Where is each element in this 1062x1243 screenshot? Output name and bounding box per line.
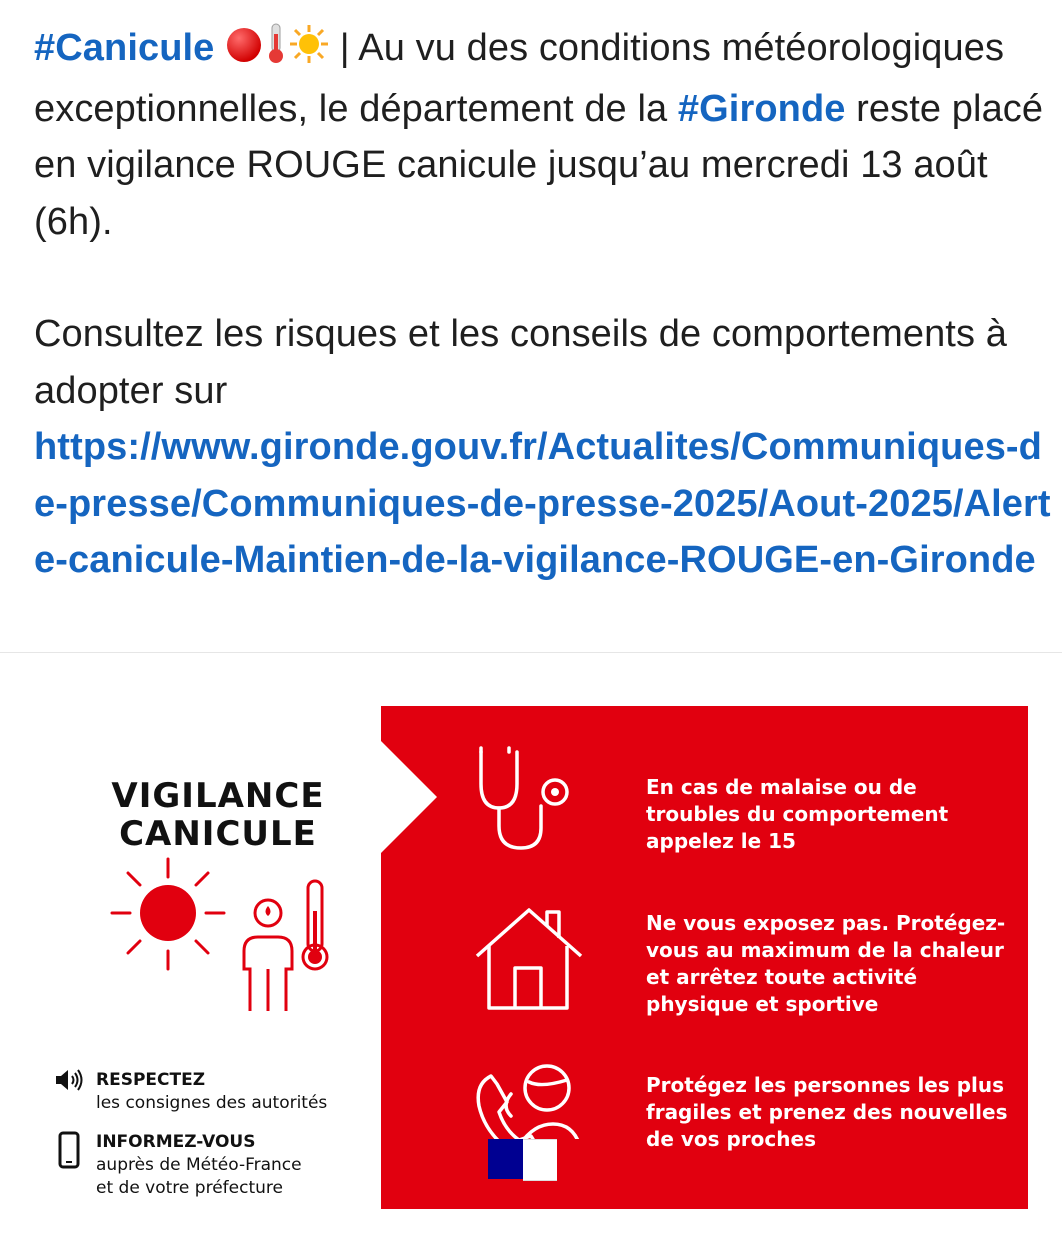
inform-subtitle-2: et de votre préfecture xyxy=(96,1178,283,1198)
red-circle-emoji-icon xyxy=(225,24,263,81)
advice-1: En cas de malaise ou de troubles du comportement appelez le 15 xyxy=(646,775,949,853)
inform-row xyxy=(52,1131,302,1200)
vigilance-title-line-2: CANICULE xyxy=(119,814,317,854)
post-text-part: Consultez les risques et les conseils de comportements à adopter sur xyxy=(34,313,1007,412)
advice-panel xyxy=(381,706,1028,1209)
post-text-part: reste placé en vigilance ROUGE canicule jusqu’au mercredi 13 août (6h). xyxy=(34,87,1044,243)
vigilance-title-line-1: VIGILANCE xyxy=(111,776,325,816)
respect-subtitle: les consignes des autorités xyxy=(96,1093,328,1113)
smartphone-icon xyxy=(52,1131,86,1169)
prefecture-link[interactable]: https://www.gironde.gouv.fr/Actualites/Communiques-de-presse/Communiques-de-presse-2025/Aout-2025/Alerte-canicule-Maintien-de-la-vigilance-ROUGE-en-Gironde xyxy=(34,426,1051,581)
advice-3: Protégez les personnes les plus fragiles et prenez des nouvelles de vos proches xyxy=(646,1073,1008,1151)
respect-row xyxy=(52,1069,327,1115)
post-paragraph-2 xyxy=(34,306,1054,589)
vigilance-title xyxy=(96,777,340,853)
inform-title: INFORMEZ-VOUS xyxy=(96,1132,256,1152)
stethoscope-icon xyxy=(469,744,579,856)
post-paragraph-1 xyxy=(34,20,1054,250)
vigilance-canicule-graphic[interactable] xyxy=(0,653,1062,1243)
heat-person-icon xyxy=(104,851,344,1021)
respect-title: RESPECTEZ xyxy=(96,1070,206,1090)
inform-subtitle-1: auprès de Météo-France xyxy=(96,1155,302,1175)
hashtag-canicule[interactable]: #Canicule xyxy=(34,27,215,69)
post-text xyxy=(34,20,1054,589)
panel-arrow xyxy=(381,741,437,853)
sun-emoji-icon xyxy=(289,24,329,81)
speaker-icon xyxy=(52,1069,86,1091)
republique-francaise-logo xyxy=(488,1139,592,1179)
house-icon xyxy=(473,902,585,1014)
hashtag-gironde[interactable]: #Gironde xyxy=(677,87,846,130)
advice-2: Ne vous exposez pas. Protégez-vous au maximum de la chaleur et arrêtez toute activité physique et sportive xyxy=(646,911,1006,1016)
thermometer-emoji-icon xyxy=(263,22,289,81)
post-text-part: | Au vu des conditions météorologiques exceptionnelles, le département de la xyxy=(34,27,1005,130)
